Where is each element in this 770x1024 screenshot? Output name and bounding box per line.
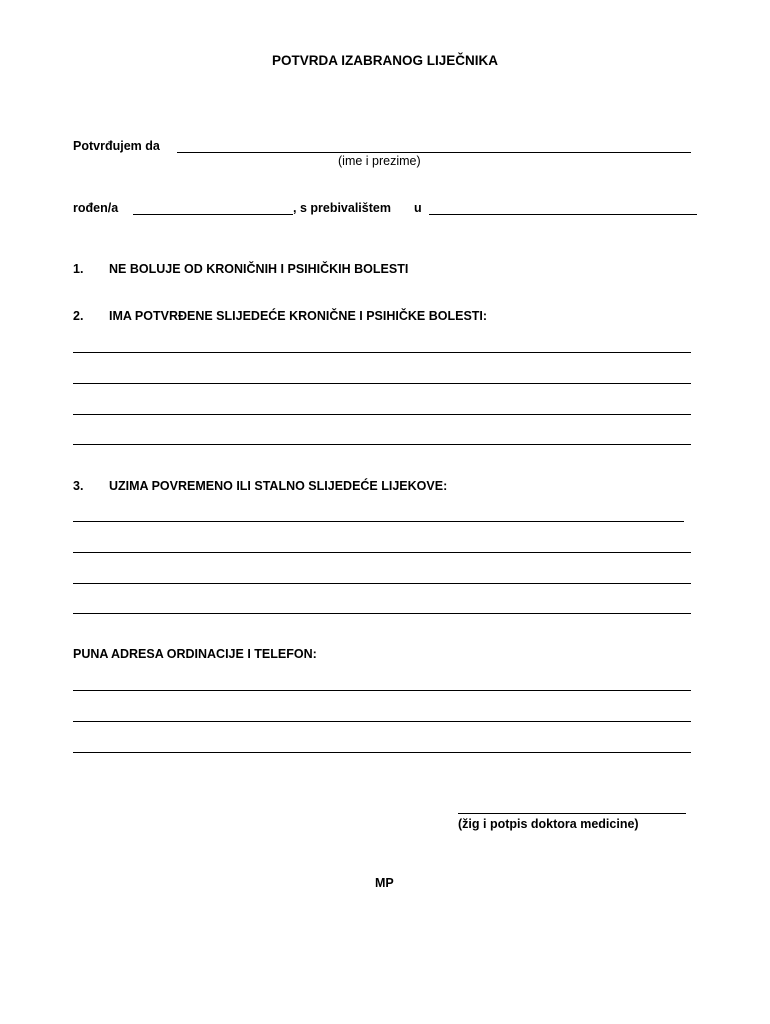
address-line[interactable] <box>73 752 691 753</box>
confirm-label: Potvrđujem da <box>73 139 160 153</box>
address-line[interactable] <box>73 690 691 691</box>
residence-line[interactable] <box>429 214 697 215</box>
born-label: rođen/a <box>73 201 119 215</box>
diseases-line[interactable] <box>73 383 691 384</box>
residence-label: , s prebivalištem <box>293 201 391 215</box>
diseases-line[interactable] <box>73 444 691 445</box>
item3-number: 3. <box>73 479 84 493</box>
diseases-line[interactable] <box>73 414 691 415</box>
address-line[interactable] <box>73 721 691 722</box>
birthdate-line[interactable] <box>133 214 293 215</box>
signature-line[interactable] <box>458 813 686 814</box>
medication-line[interactable] <box>73 552 691 553</box>
diseases-line[interactable] <box>73 352 691 353</box>
medication-line[interactable] <box>73 613 691 614</box>
medication-line[interactable] <box>73 521 684 522</box>
item2-text: IMA POTVRĐENE SLIJEDEĆE KRONIČNE I PSIHIČKE BOLESTI: <box>109 309 488 323</box>
item1-text: NE BOLUJE OD KRONIČNIH I PSIHIČKIH BOLESTI <box>109 262 409 276</box>
item2-number: 2. <box>73 309 84 323</box>
document-title: POTVRDA IZABRANOG LIJEČNIKA <box>271 53 498 68</box>
name-hint: (ime i prezime) <box>338 154 421 168</box>
name-line[interactable] <box>177 152 691 153</box>
item3-text: UZIMA POVREMENO ILI STALNO SLIJEDEĆE LIJEKOVE: <box>109 479 448 493</box>
address-label: PUNA ADRESA ORDINACIJE I TELEFON: <box>73 647 317 661</box>
item1-number: 1. <box>73 262 84 276</box>
medication-line[interactable] <box>73 583 691 584</box>
stamp-label: MP <box>375 876 394 890</box>
signature-caption: (žig i potpis doktora medicine) <box>458 817 639 831</box>
residence-in-label: u <box>414 201 422 215</box>
